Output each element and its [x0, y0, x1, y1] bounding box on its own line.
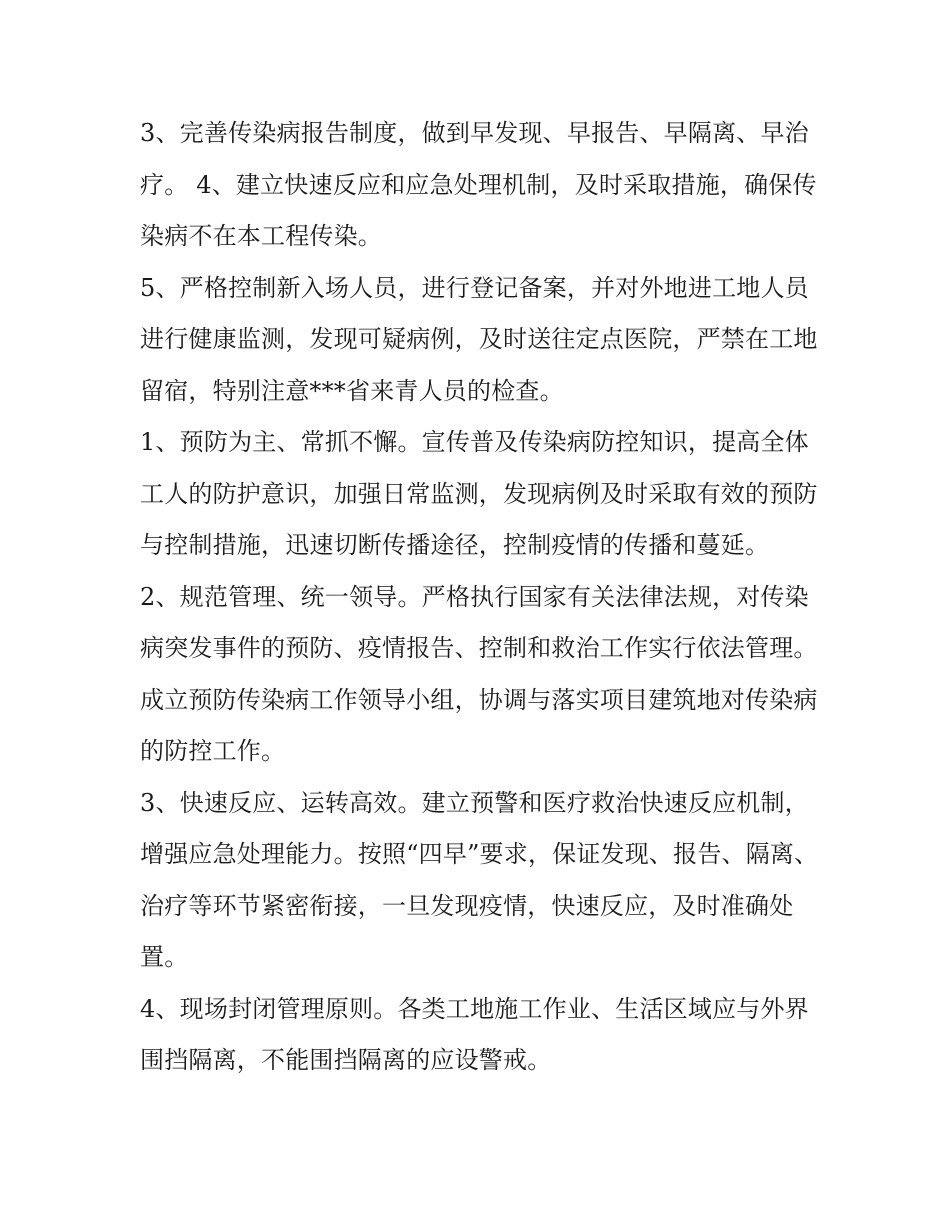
paragraph-reporting-system: 3、完善传染病报告制度，做到早发现、早报告、早隔离、早治疗。 4、建立快速反应和应急处理机制，及时采取措施，确保传染病不在本工程传染。: [140, 119, 817, 250]
paragraph-new-personnel-control: 5、严格控制新入场人员，进行登记备案，并对外地进工地人员进行健康监测，发现可疑病例，及时送往定点医院，严禁在工地留宿，特别注意***省来青人员的检查。: [140, 273, 818, 405]
document-body: [140, 108, 820, 1087]
paragraph-closed-management: 4、现场封闭管理原则。各类工地施工作业、生活区域应与外界围挡隔离，不能围挡隔离的应设警戒。: [140, 994, 809, 1074]
paragraph-prevention-first: 1、预防为主、常抓不懈。宣传普及传染病防控知识，提高全体工人的防护意识，加强日常监测，发现病例及时采取有效的预防与控制措施，迅速切断传播途径，控制疫情的传播和蔓延。: [140, 428, 818, 559]
paragraph-rapid-response: 3、快速反应、运转高效。建立预警和医疗救治快速反应机制，增强应急处理能力。按照“四早”要求，保证发现、报告、隔离、治疗等环节紧密衔接，一旦发现疫情，快速反应，及时准确处置。: [140, 788, 819, 971]
paragraph-standard-management: 2、规范管理、统一领导。严格执行国家有关法律法规，对传染病突发事件的预防、疫情报告、控制和救治工作实行依法管理。成立预防传染病工作领导小组，协调与落实项目建筑地对传染病的防控工作。: [140, 582, 818, 765]
